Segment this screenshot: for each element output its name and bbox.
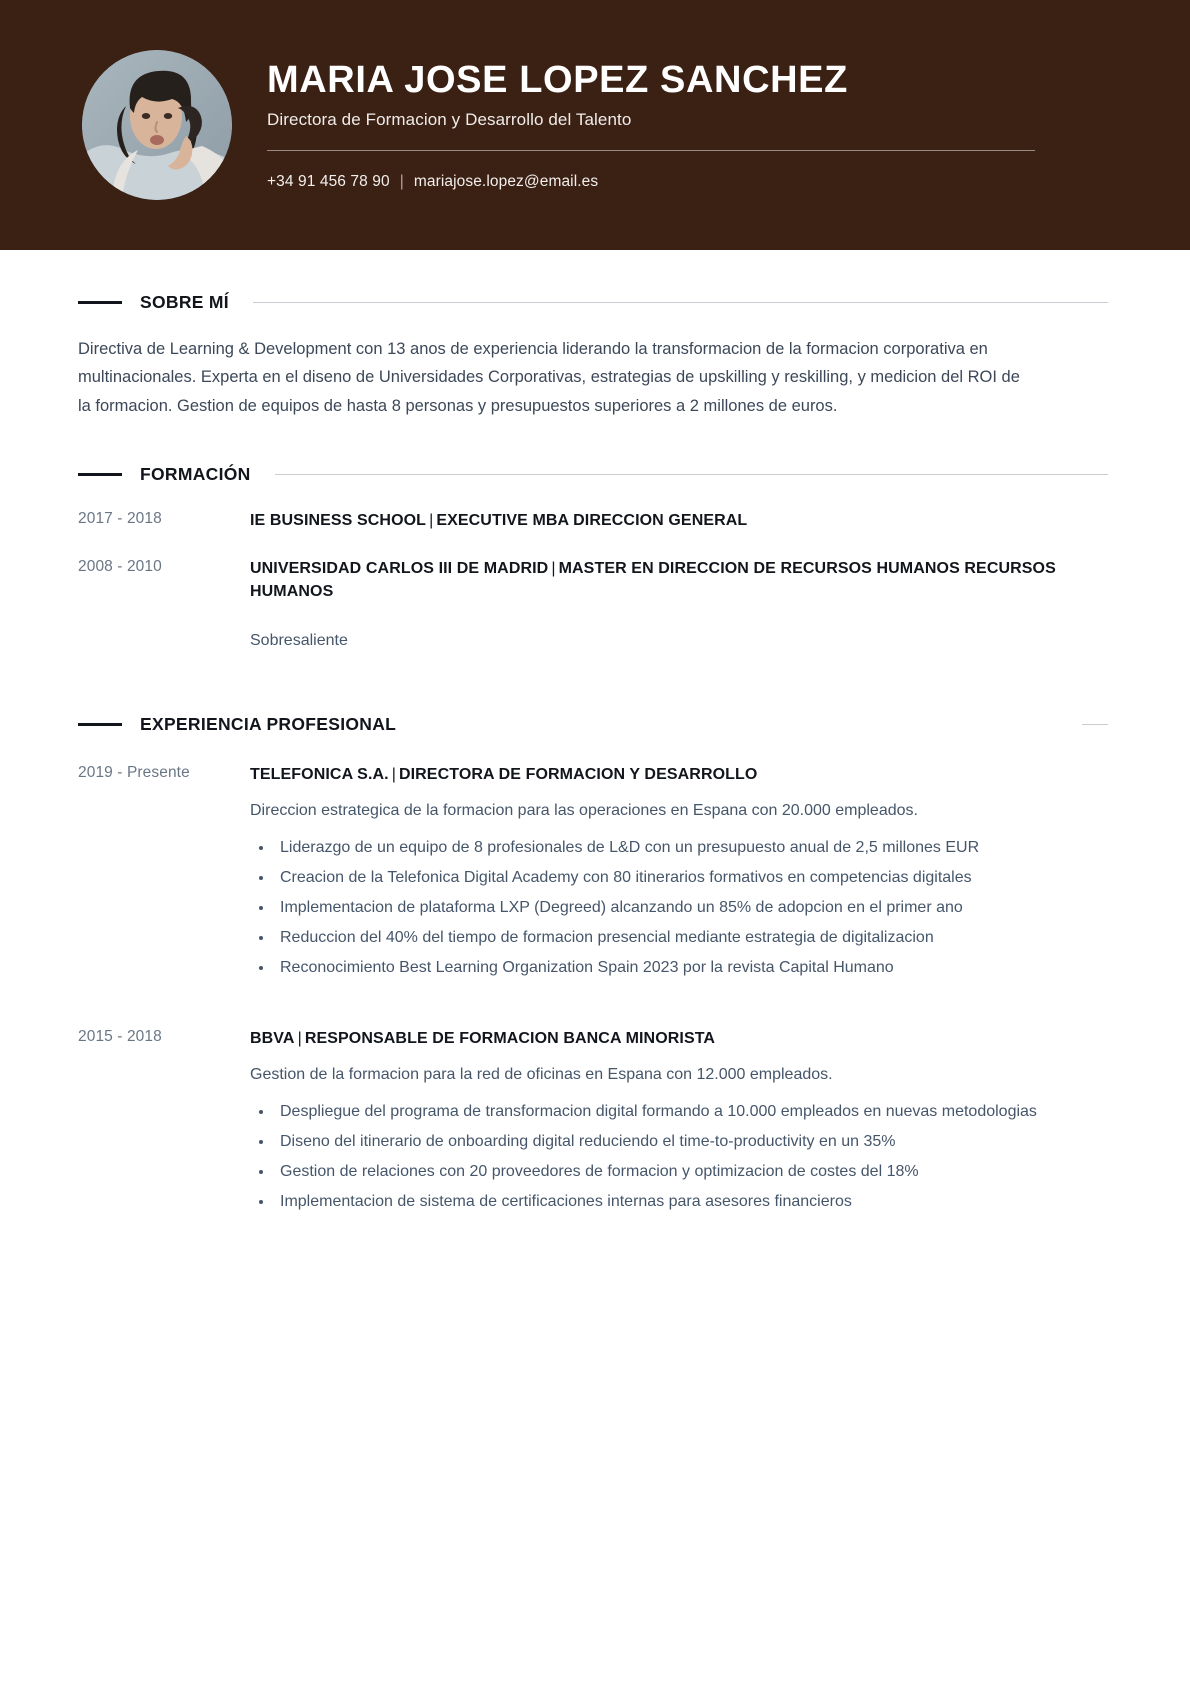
section-header-about xyxy=(78,292,1108,313)
section-dash-icon xyxy=(78,723,122,726)
education-details xyxy=(250,557,1108,654)
education-degree: MASTER EN DIRECCION DE RECURSOS HUMANOS RECURSOS HUMANOS xyxy=(250,559,1056,601)
section-dash-icon xyxy=(78,301,122,304)
experience-company: TELEFONICA S.A. xyxy=(250,765,389,783)
section-education xyxy=(78,464,1108,654)
list-item: Implementacion de plataforma LXP (Degreed) alcanzando un 85% de adopcion en el primer ano xyxy=(250,895,1108,922)
list-item: Implementacion de sistema de certificaciones internas para asesores financieros xyxy=(250,1189,1108,1216)
list-item: Diseno del itinerario de onboarding digital reduciendo el time-to-productivity en un 35% xyxy=(250,1129,1108,1156)
experience-position: DIRECTORA DE FORMACION Y DESARROLLO xyxy=(398,765,758,783)
list-item: Despliegue del programa de transformacion digital formando a 10.000 empleados en nuevas metodologias xyxy=(250,1099,1108,1126)
header-text-block xyxy=(267,59,1190,192)
education-title xyxy=(250,509,1108,533)
education-dates: 2017 - 2018 xyxy=(78,510,162,528)
resume-body xyxy=(0,250,1190,1219)
experience-bullet-list xyxy=(250,835,1108,981)
experience-dates: 2019 - Presente xyxy=(78,763,190,781)
experience-details xyxy=(250,1027,1108,1219)
contact-separator: | xyxy=(399,173,404,191)
avatar xyxy=(82,50,232,200)
title-separator: | xyxy=(391,765,396,783)
experience-bullet-list xyxy=(250,1099,1108,1216)
experience-title xyxy=(250,1027,1108,1051)
candidate-name: MARIA JOSE LOPEZ SANCHEZ xyxy=(267,58,848,101)
section-header-education xyxy=(78,464,1108,485)
education-dates: 2008 - 2010 xyxy=(78,557,162,575)
about-summary-text: Directiva de Learning & Development con 13 anos de experiencia liderando la transformacion de la formacion corporativa en multinacionales. Experta en el diseno de Universidades Corporativas, estrategias de upskilling y reskilling, y medicion del ROI de la formacion. Gestion de equipos de hasta 8 personas y presupuestos superiores a 2 millones de euros. xyxy=(78,340,1020,415)
experience-title xyxy=(250,763,1108,787)
experience-details xyxy=(250,763,1108,985)
section-experience xyxy=(78,714,1108,1219)
education-degree: EXECUTIVE MBA DIRECCION GENERAL xyxy=(436,512,748,530)
experience-description: Direccion estrategica de la formacion para las operaciones en Espana con 20.000 empleados. xyxy=(250,802,918,820)
education-title xyxy=(250,557,1108,604)
list-item: Gestion de relaciones con 20 proveedores de formacion y optimizacion de costes del 18% xyxy=(250,1159,1108,1186)
education-grade-note: Sobresaliente xyxy=(250,632,348,650)
contact-line xyxy=(267,173,1035,191)
list-item: Liderazgo de un equipo de 8 profesionales de L&D con un presupuesto anual de 2,5 millones EUR xyxy=(250,835,1108,862)
experience-dates: 2015 - 2018 xyxy=(78,1027,162,1045)
section-about xyxy=(78,250,1108,420)
title-separator: | xyxy=(551,559,556,577)
email-address[interactable]: mariajose.lopez@email.es xyxy=(413,173,599,191)
education-details xyxy=(250,509,1108,533)
phone-number[interactable]: +34 91 456 78 90 xyxy=(267,173,390,191)
section-title-education: FORMACIÓN xyxy=(140,464,251,485)
list-item: Creacion de la Telefonica Digital Academy con 80 itinerarios formativos en competencias digitales xyxy=(250,865,1108,892)
experience-description: Gestion de la formacion para la red de oficinas en Espana con 12.000 empleados. xyxy=(250,1066,833,1084)
education-institution: UNIVERSIDAD CARLOS III DE MADRID xyxy=(250,559,549,577)
title-separator: | xyxy=(429,512,434,530)
section-header-experience xyxy=(78,714,1108,735)
experience-position: RESPONSABLE DE FORMACION BANCA MINORISTA xyxy=(304,1029,716,1047)
section-rule xyxy=(275,474,1108,475)
education-entry xyxy=(78,509,1108,533)
list-item: Reconocimiento Best Learning Organization Spain 2023 por la revista Capital Humano xyxy=(250,955,1108,982)
candidate-role: Directora de Formacion y Desarrollo del Talento xyxy=(267,110,632,130)
section-rule xyxy=(253,302,1108,303)
resume-header xyxy=(0,0,1190,250)
section-rule xyxy=(1082,724,1108,725)
list-item: Reduccion del 40% del tiempo de formacion presencial mediante estrategia de digitalizacion xyxy=(250,925,1108,952)
education-entry xyxy=(78,557,1108,654)
experience-entry xyxy=(78,763,1108,985)
section-title-about: SOBRE MÍ xyxy=(140,292,229,312)
section-title-experience: EXPERIENCIA PROFESIONAL xyxy=(140,713,397,734)
header-divider xyxy=(267,150,1035,151)
section-dash-icon xyxy=(78,473,122,476)
experience-entry xyxy=(78,1027,1108,1219)
education-institution: IE BUSINESS SCHOOL xyxy=(250,512,427,530)
title-separator: | xyxy=(297,1029,302,1047)
experience-company: BBVA xyxy=(250,1029,295,1047)
